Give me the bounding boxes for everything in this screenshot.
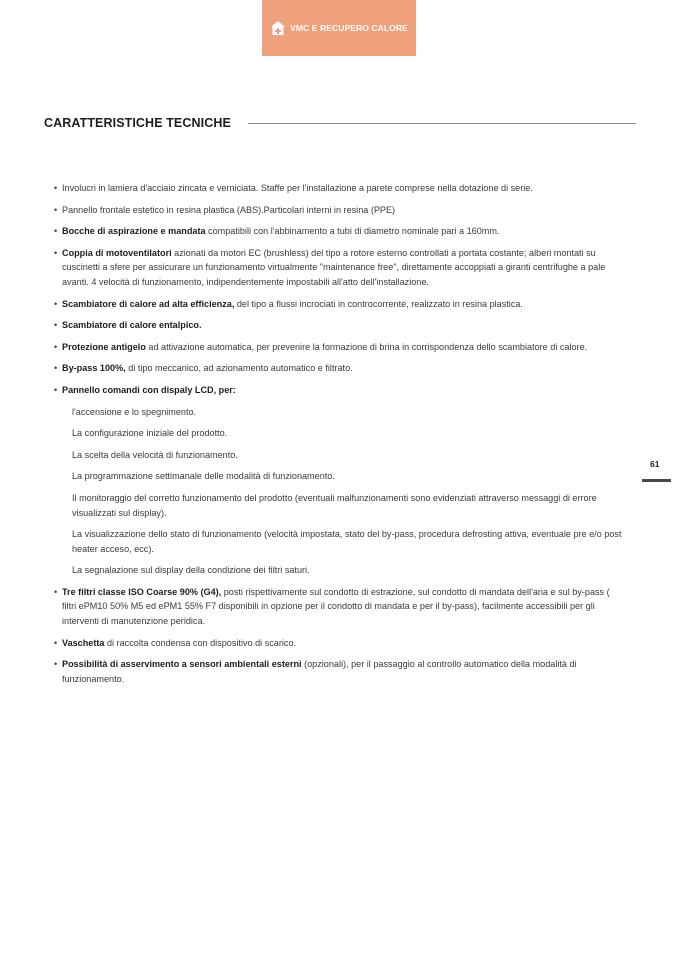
list-item: • Coppia di motoventilatori azionati da motori EC (brushless) del tipo a rotore esterno controllati a portata costante; alberi montati su cuscinetti a sfere per assicurare un funzionamento virtualmente "maintenance free", direttamente accoppiati a giranti centrifughe a pale avanti. 4 velocità di funzionamento, indipendentemente impostabili all'atto dell'installazione. — [54, 246, 624, 290]
sub-list-item: La configurazione iniziale del prodotto. — [72, 428, 228, 439]
list-item: • Involucri in lamiera d'acciaio zincata e verniciata. Staffe per l'installazione a parete comprese nella dotazione di serie. — [54, 181, 624, 196]
sub-list-item: La visualizzazione dello stato di funzionamento (velocità impostata, stato del by-pass, procedura defrosting attiva, eventuale pre e/o post heater acceso, ecc). — [72, 529, 622, 554]
sub-list-item: La scelta della velocità di funzionamento. — [72, 449, 238, 460]
list-item: • Possibilità di asservimento a sensori ambientali esterni (opzionali), per il passaggio al controllo automatico della modalità di funzionamento. — [54, 657, 624, 686]
sub-list-item: Il monitoraggio del corretto funzionamento del prodotto (eventuali malfunzionamenti sono evidenziati attraverso messaggi di errore visualizzati sul display). — [72, 492, 597, 518]
list-item: • By-pass 100%, di tipo meccanico, ad azionamento automatico e filtrato. — [54, 361, 624, 376]
header-tab-label: VMC E RECUPERO CALORE — [290, 23, 408, 33]
page-number-rule — [642, 479, 671, 482]
sub-list-item: La segnalazione sul display della condizione dei filtri saturi. — [72, 565, 310, 576]
list-item: • Pannello comandi con dispaly LCD, per: — [54, 383, 624, 398]
list-item: • Vaschetta di raccolta condensa con dispositivo di scarico. — [54, 636, 624, 651]
list-item: • Protezione antigelo ad attivazione automatica, per prevenire la formazione di brina in corrispondenza dello scambiatore di calore. — [54, 340, 624, 355]
title-divider — [248, 123, 636, 124]
header-tab — [262, 0, 416, 56]
list-item: • Tre filtri classe ISO Coarse 90% (G4), posti rispettivamente sul condotto di estrazione, sul condotto di mandata dell'aria e sul by-pass ( filtri ePM10 50% M5 ed ePM1 55% F7 disponibili in opzione per il condotto di mandata e per il by-pass), facilmente accessibili per gli interventi di manutenzione peridica. — [54, 585, 624, 629]
list-item: • Pannello frontale estetico in resina plastica (ABS).Particolari interni in resina (PPE) — [54, 203, 624, 218]
page-number: 61 — [650, 459, 660, 469]
list-item: • Scambiatore di calore entalpico. — [54, 318, 624, 333]
section-title: CARATTERISTICHE TECNICHE — [44, 116, 231, 130]
sub-list-item: l'accensione e lo spegnimento. — [72, 406, 197, 417]
list-item: • Bocche di aspirazione e mandata compatibili con l'abbinamento a tubi di diametro nominale pari a 160mm. — [54, 224, 624, 239]
features-list — [54, 181, 624, 693]
sub-list-item: La programmazione settimanale delle modalità di funzionamento. — [72, 471, 335, 482]
house-plus-icon — [270, 20, 286, 36]
list-item: • Scambiatore di calore ad alta efficienza, del tipo a flussi incrociati in controcorrente, realizzato in resina plastica. — [54, 297, 624, 312]
